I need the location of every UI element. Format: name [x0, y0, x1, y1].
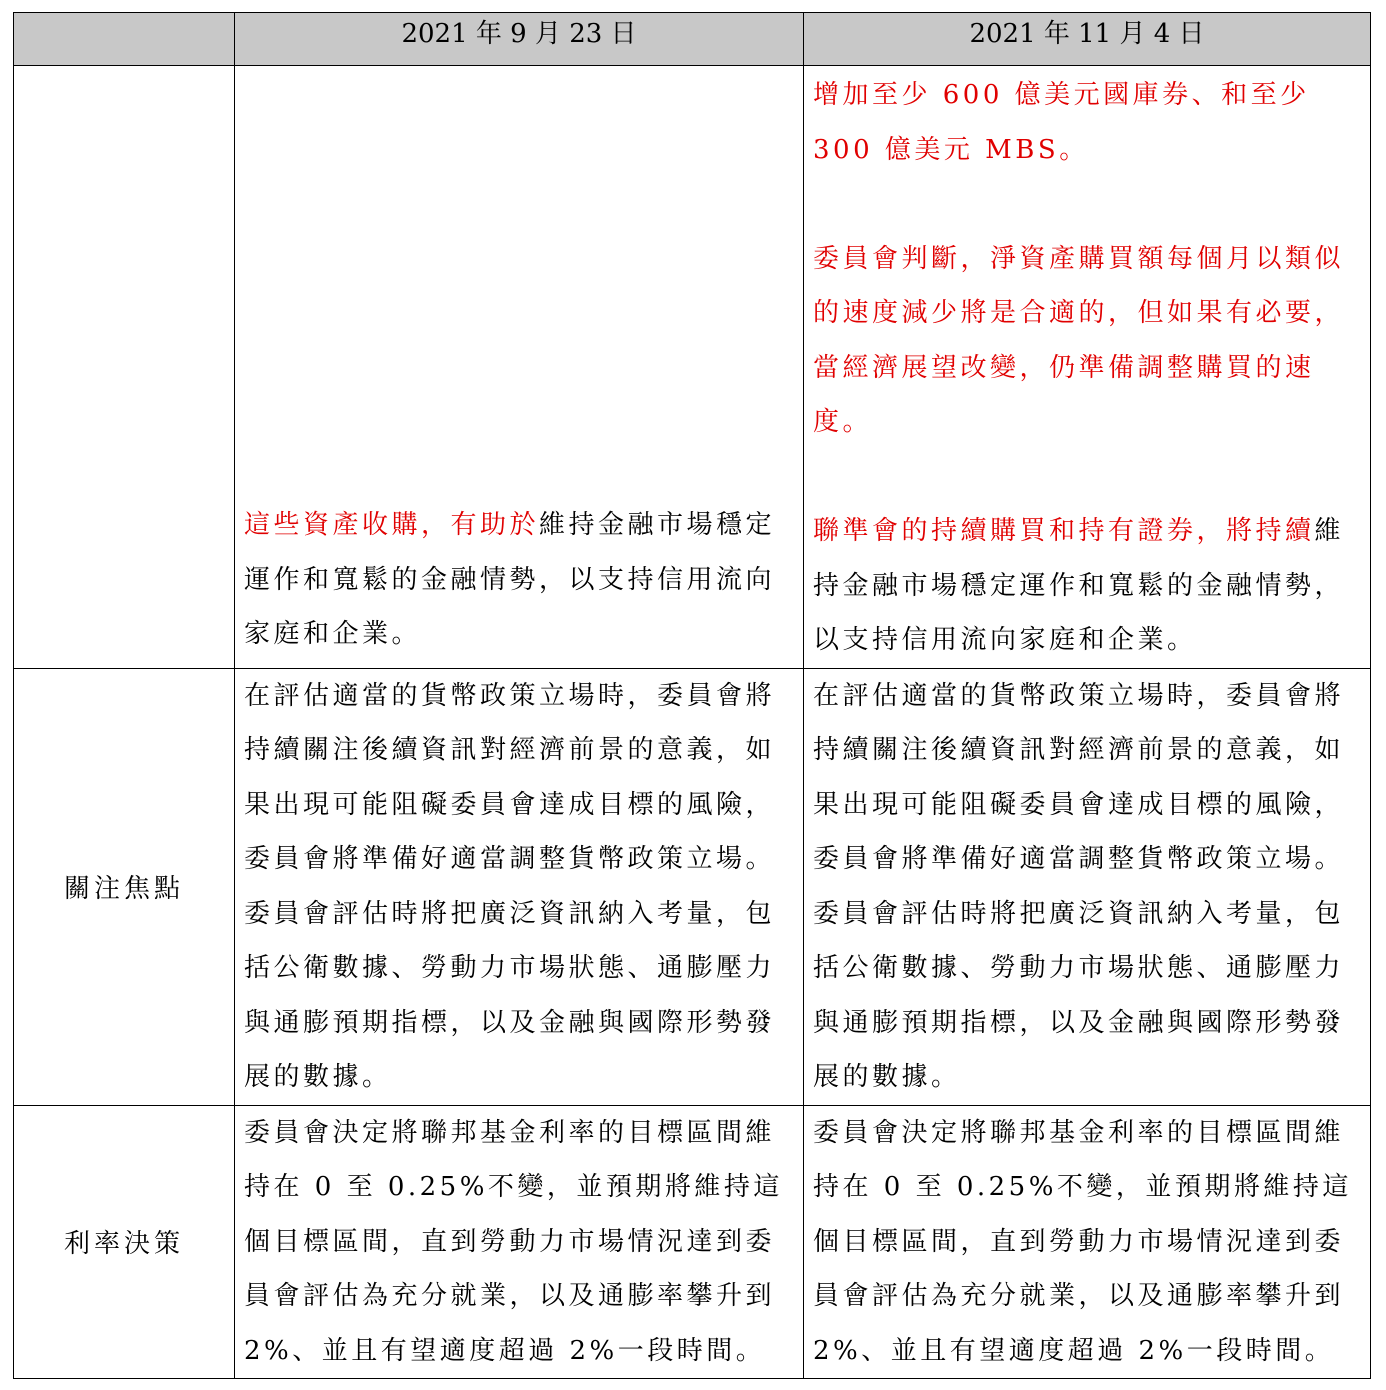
table-row-rate-decision	[14, 1105, 1371, 1379]
cell-nov-rate-decision	[804, 1105, 1371, 1379]
nov-purchase-amount-text: 增加至少 600 億美元國庫券、和至少 300 億美元 MBS。	[813, 80, 1310, 165]
sep-rate-text: 委員會決定將聯邦基金利率的目標區間維持在 0 至 0.25%不變，並預期將維持這個目標區間，直到勞動力市場情況達到委員會評估為充分就業，以及通膨率攀升到 2%、並且有望適度超過 2%一段時間。	[244, 1117, 783, 1366]
table-row-asset-purchases	[14, 66, 1371, 669]
sep-focus-text: 在評估適當的貨幣政策立場時，委員會將持續關注後續資訊對經濟前景的意義，如果出現可能阻礙委員會達成目標的風險，委員會將準備好適當調整貨幣政策立場。委員會評估時將把廣泛資訊納入考量，包括公衛數據、勞動力市場狀態、通膨壓力與通膨預期指標，以及金融與國際形勢發展的數據。	[244, 680, 776, 1092]
cell-sep-rate-decision	[235, 1105, 804, 1379]
nov-highlight-text: 聯準會的持續購買和持有證券，將持續	[813, 516, 1315, 546]
row-label-empty	[14, 66, 235, 669]
paragraph-gap	[813, 177, 1364, 232]
fomc-comparison-table	[13, 12, 1371, 1379]
nov-taper-judgment-text: 委員會判斷，淨資產購買額每個月以類似的速度減少將是合適的，但如果有必要，當經濟展望改變，仍準備調整購買的速度。	[813, 243, 1345, 437]
sep-body-text: 維持金融市場穩定運作和寬鬆的金融情勢，以支持信用流向家庭和企業。	[244, 510, 776, 649]
nov-continued-purchase-text	[813, 504, 1364, 668]
nov-body-text: 維持金融市場穩定運作和寬鬆的金融情勢，以支持信用流向家庭和企業。	[813, 516, 1345, 655]
table-row-focus	[14, 668, 1371, 1105]
sep-asset-text	[235, 498, 803, 662]
nov-asset-text	[804, 66, 1370, 668]
nov-rate-text: 委員會決定將聯邦基金利率的目標區間維持在 0 至 0.25%不變，並預期將維持這個目標區間，直到勞動力市場情況達到委員會評估為充分就業，以及通膨率攀升到 2%、並且有望適度超過 2%一段時間。	[813, 1117, 1352, 1366]
header-empty-cell	[14, 13, 235, 66]
header-date-nov: 2021 年 11 月 4 日	[804, 13, 1371, 66]
row-label-focus: 關注焦點	[14, 668, 235, 1105]
nov-focus-text: 在評估適當的貨幣政策立場時，委員會將持續關注後續資訊對經濟前景的意義，如果出現可能阻礙委員會達成目標的風險，委員會將準備好適當調整貨幣政策立場。委員會評估時將把廣泛資訊納入考量，包括公衛數據、勞動力市場狀態、通膨壓力與通膨預期指標，以及金融與國際形勢發展的數據。	[813, 680, 1345, 1092]
row-label-rate-decision: 利率決策	[14, 1105, 235, 1379]
sep-highlight-text: 這些資產收購，有助於	[244, 510, 540, 540]
cell-nov-asset-purchases	[804, 66, 1371, 669]
header-date-sep: 2021 年 9 月 23 日	[235, 13, 804, 66]
paragraph-gap	[813, 450, 1364, 505]
cell-sep-asset-purchases	[235, 66, 804, 669]
cell-sep-focus	[235, 668, 804, 1105]
cell-nov-focus	[804, 668, 1371, 1105]
header-row	[14, 13, 1371, 66]
